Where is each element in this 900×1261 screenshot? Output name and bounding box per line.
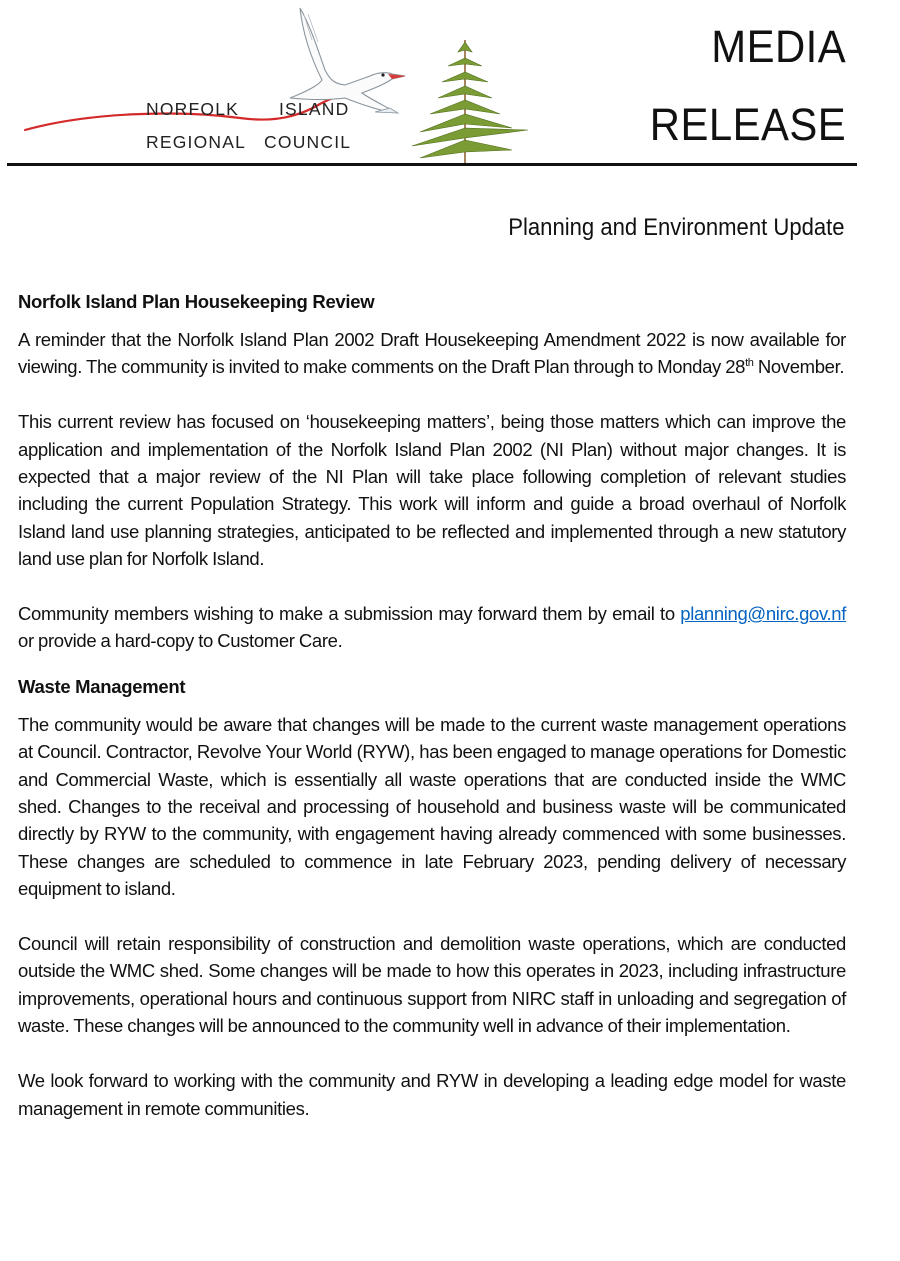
- section-housekeeping-review: [18, 288, 846, 655]
- paragraph-text: or provide a hard-copy to Customer Care.: [18, 630, 343, 652]
- title-line-release: RELEASE: [649, 99, 846, 150]
- logo-word-norfolk: NORFOLK: [146, 99, 239, 119]
- norfolk-pine-icon: [412, 40, 528, 166]
- logo-text-line1: [146, 99, 349, 120]
- paragraph-text: A reminder that the Norfolk Island Plan 2002 Draft Housekeeping Amendment 2022 is now available for viewing. The community is invited to make comments on the Draft Plan through to Monday 28: [18, 329, 846, 378]
- paragraph: We look forward to working with the community and RYW in developing a leading edge model for waste management in remote communities.: [18, 1070, 846, 1119]
- tropicbird-icon: [290, 8, 406, 113]
- paragraph-text: November.: [753, 356, 845, 378]
- section-heading: Waste Management: [18, 675, 186, 697]
- logo-word-regional: REGIONAL: [146, 132, 247, 152]
- paragraph: This current review has focused on ‘housekeeping matters’, being those matters which can improve the application and implementation of the Norfolk Island Plan 2002 (NI Plan) without major changes. It is expected that a major review of the NI Plan will take place following completion of relevant studies including the current Population Strategy. This work will inform and guide a broad overhaul of Norfolk Island land use planning strategies, anticipated to be reflected and implemented through a new statutory land use plan for Norfolk Island.: [18, 411, 846, 570]
- logo-word-council: COUNCIL: [264, 132, 352, 152]
- paragraph: Council will retain responsibility of construction and demolition waste operations, which are conducted outside the WMC shed. Some changes will be made to how this operates in 2023, including infrastructure improvements, operational hours and continuous support from NIRC staff in unloading and segregation of waste. These changes will be announced to the community well in advance of their implementation.: [18, 933, 846, 1037]
- paragraph: [18, 326, 846, 381]
- logo-text-line2: [146, 132, 351, 153]
- document-type-title: [650, 8, 846, 164]
- council-logo: [0, 0, 560, 170]
- paragraph-text: Community members wishing to make a submission may forward them by email to: [18, 603, 681, 625]
- logo-word-island: ISLAND: [279, 99, 350, 119]
- document-body: [18, 288, 846, 1149]
- paragraph: The community would be aware that changes will be made to the current waste management operations at Council. Contractor, Revolve Your World (RYW), has been engaged to manage operations for Domestic and Commercial Waste, which is essentially all waste operations that are conducted inside the WMC shed. Changes to the receival and processing of household and business waste will be communicated directly by RYW to the community, with engagement having already commenced with some businesses. These changes are scheduled to commence in late February 2023, pending delivery of necessary equipment to island.: [18, 713, 846, 900]
- section-waste-management: [18, 673, 846, 1122]
- ordinal-suffix: th: [745, 357, 754, 370]
- document-subtitle: Planning and Environment Update: [508, 214, 845, 241]
- email-link[interactable]: planning@nirc.gov.nf: [680, 603, 846, 625]
- section-heading: Norfolk Island Plan Housekeeping Review: [18, 291, 375, 312]
- paragraph: [18, 600, 846, 655]
- title-line-media: MEDIA: [711, 21, 846, 72]
- header-divider: [7, 163, 857, 166]
- letterhead: [0, 0, 900, 170]
